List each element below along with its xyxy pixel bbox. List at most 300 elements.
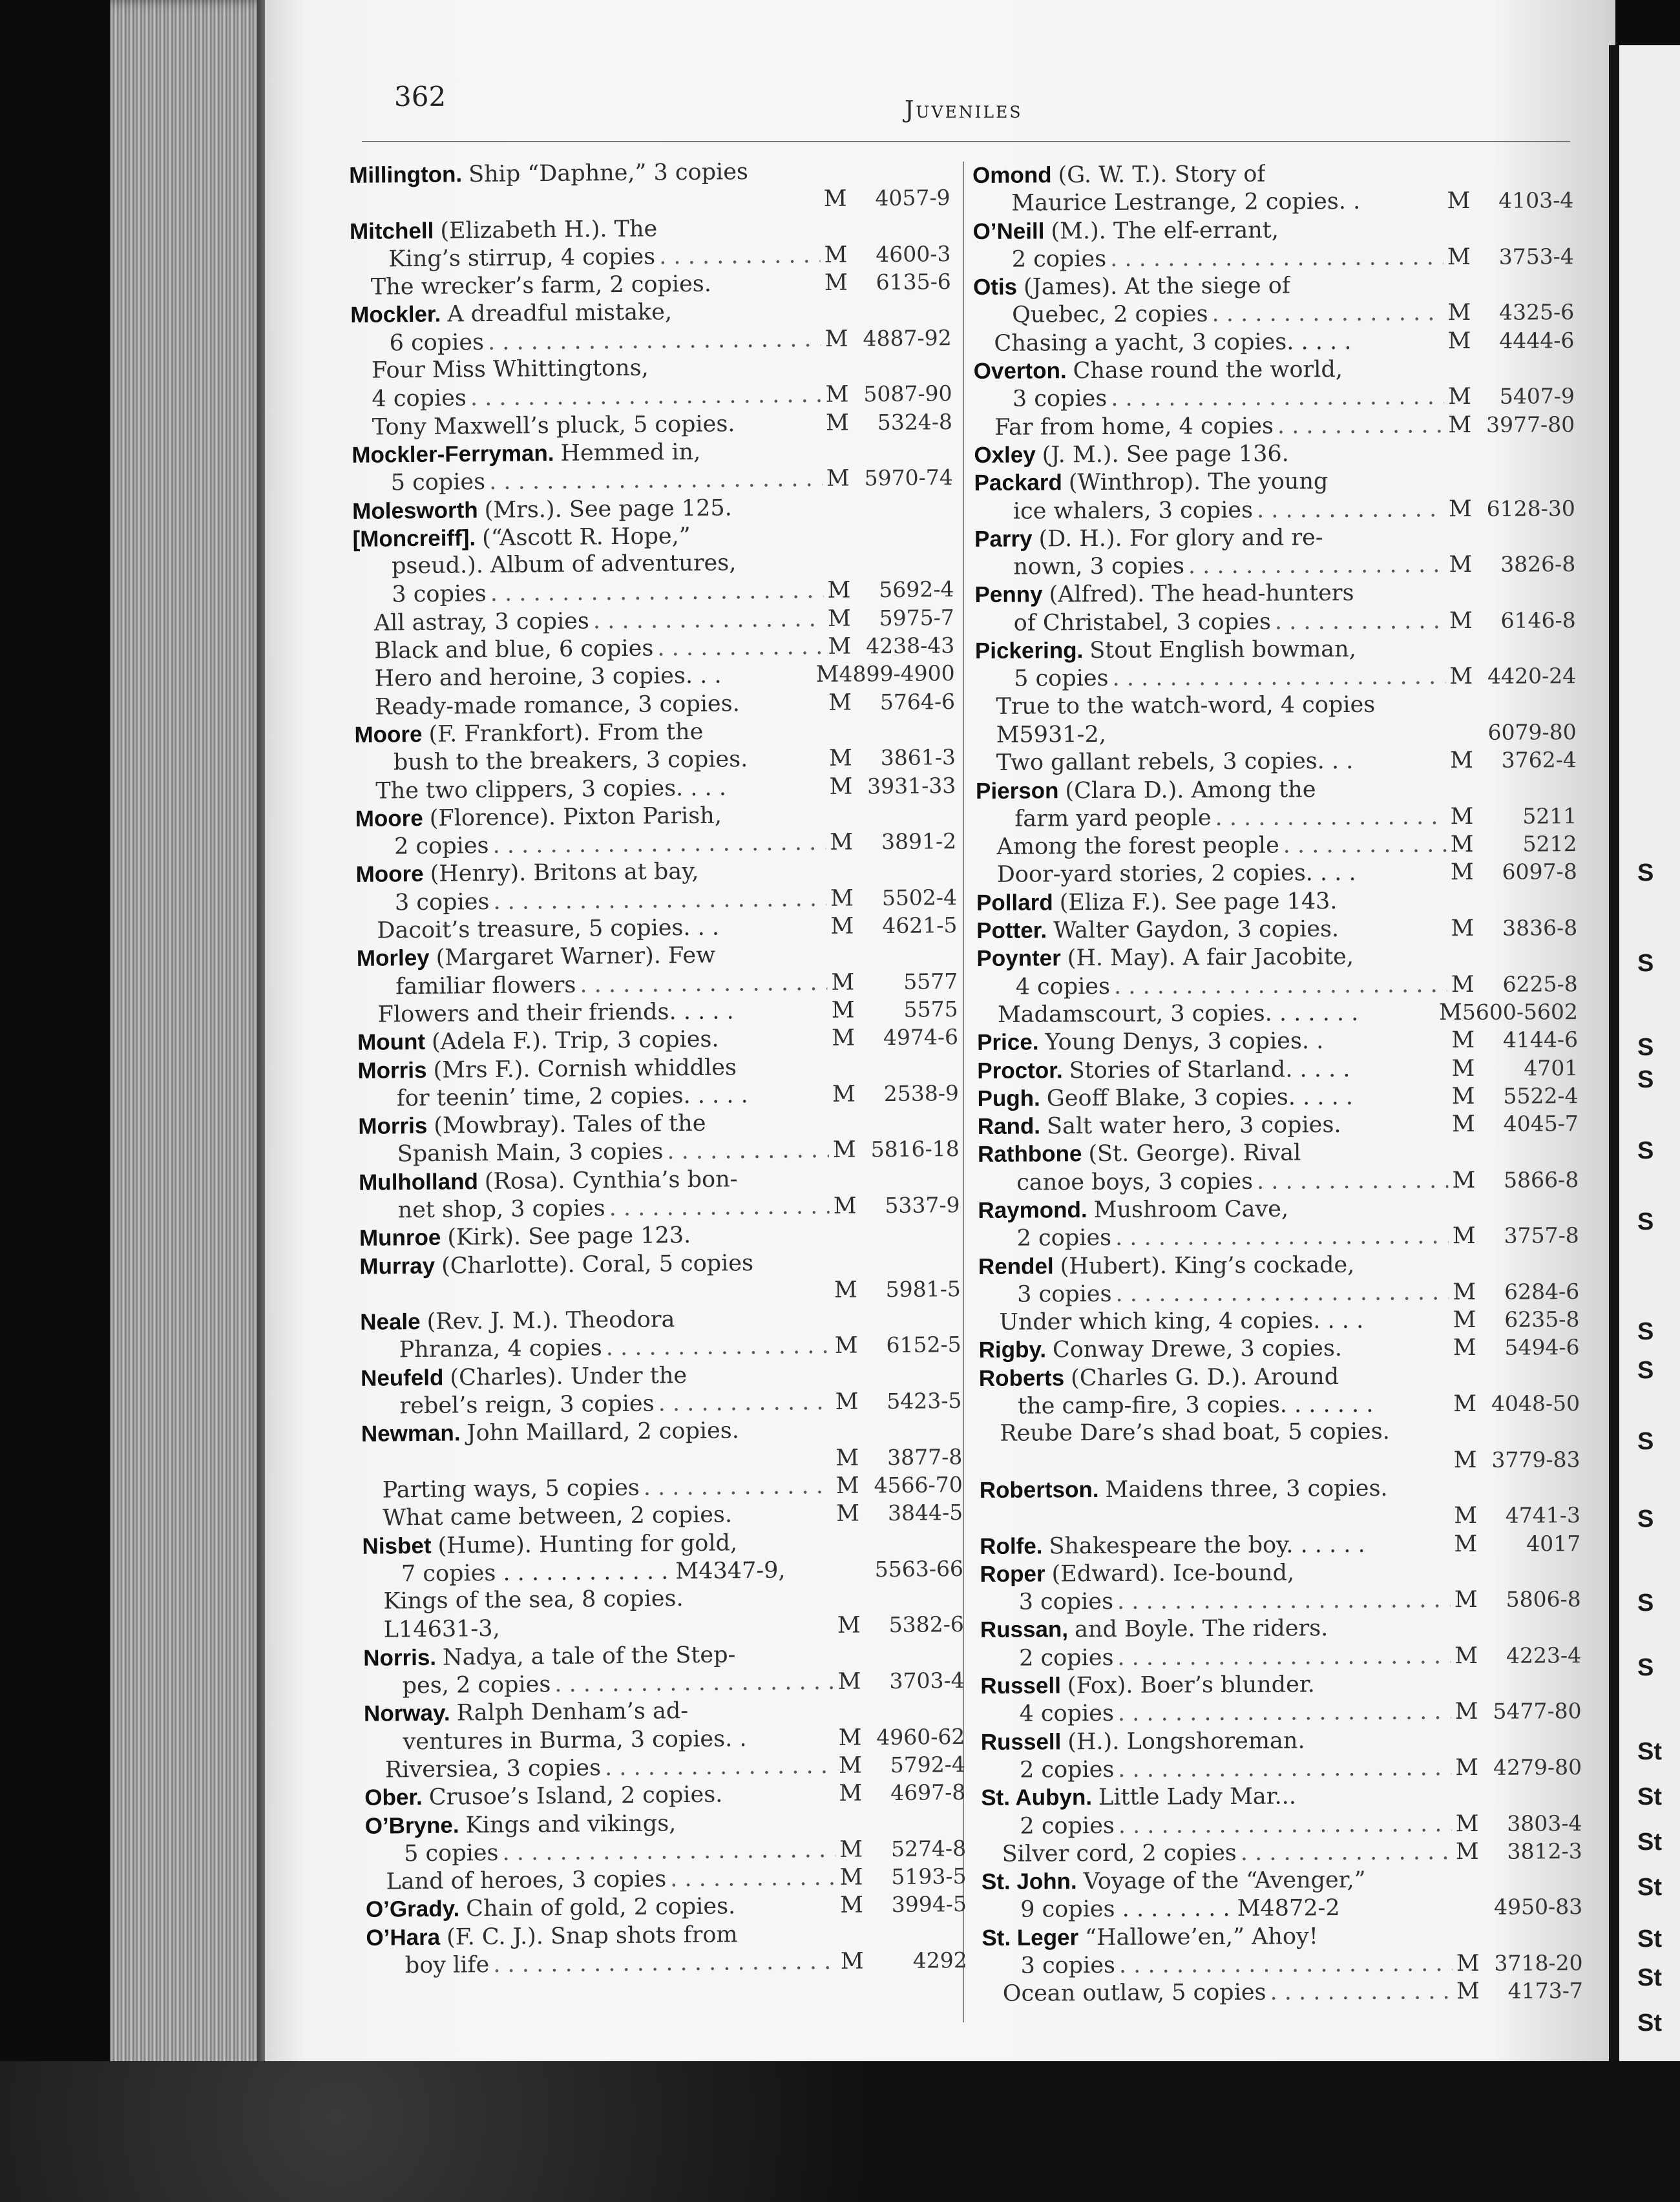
index-entry (350, 212, 951, 274)
entry-text (975, 665, 1109, 693)
entry-line (972, 158, 1573, 189)
dot-leader (1283, 831, 1447, 860)
entry-title: 3 copies (392, 581, 487, 608)
spacer (691, 1241, 857, 1243)
location-mark: M (1454, 1503, 1478, 1529)
entry-line (350, 324, 951, 357)
entry-text (362, 1474, 640, 1505)
location-mark: M (829, 773, 853, 800)
entry-headword: Mount (357, 1029, 426, 1056)
entry-text (351, 385, 467, 414)
entry-line (978, 1193, 1579, 1224)
entry-text (359, 1195, 605, 1225)
call-number-empty (854, 960, 958, 961)
facing-page-letter: S (1637, 1208, 1654, 1235)
entry-title: Silver cord, 2 copies (1002, 1840, 1237, 1867)
location-mark: M (824, 326, 848, 352)
dot-leader (644, 1473, 832, 1502)
entry-text (977, 1054, 1350, 1085)
dot-leader (1111, 384, 1444, 414)
facing-page-letter: St (1637, 1829, 1662, 1856)
entry-headword: Omond (972, 162, 1052, 188)
call-number-empty (856, 1073, 959, 1074)
entry-text (352, 438, 700, 470)
location-mark: M (1451, 1111, 1475, 1138)
entry-text (975, 608, 1271, 638)
entry-headword: Moore (355, 805, 423, 832)
spacer (399, 1297, 834, 1301)
call-number-empty (1476, 1271, 1579, 1272)
entry-line (976, 914, 1577, 945)
spacer (1315, 1691, 1478, 1692)
spacer (737, 1073, 856, 1075)
call-number-empty (856, 1184, 960, 1186)
entry-headword: Robertson. (979, 1476, 1099, 1503)
entry-title: Phranza, 4 copies (399, 1335, 602, 1363)
call-number: 5575 (903, 996, 958, 1022)
index-entry (974, 578, 1575, 637)
spacer (703, 738, 852, 739)
entry-line (359, 1135, 960, 1168)
entry-title: (Hubert). King’s cockade, (1060, 1252, 1355, 1279)
dot-leader (667, 1137, 829, 1166)
entry-line (980, 1669, 1581, 1700)
location-mark: M (1451, 1027, 1475, 1054)
location-mark: M (839, 1864, 863, 1891)
call-number-empty (849, 457, 952, 458)
index-entry (352, 408, 952, 441)
entry-title: Geoff Blake, 3 copies. . . . . (1046, 1084, 1354, 1112)
entry-line (977, 1025, 1578, 1056)
entry-text (362, 1502, 732, 1533)
location-mark: M (834, 1277, 857, 1303)
entry-headword: Mockler-Ferryman. (352, 440, 554, 468)
entry-line (976, 718, 1577, 749)
entry-text (365, 1809, 677, 1841)
entry-line (980, 1641, 1581, 1672)
entry-text (363, 1641, 736, 1673)
entry-line (982, 1977, 1583, 2008)
entry-title: Ready-made romance, 3 copies. (374, 690, 740, 720)
index-entry (362, 1582, 964, 1644)
entry-title: nown, 3 copies (1013, 553, 1185, 580)
entry-title: Nadya, a tale of the Step- (442, 1642, 736, 1671)
entry-text (355, 801, 722, 834)
location-mark: M (1450, 803, 1474, 830)
entry-title: Two gallant rebels, 3 copies. . . (996, 748, 1354, 777)
entry-headword: Proctor. (977, 1057, 1063, 1084)
entry-headword: Mulholland (358, 1168, 479, 1195)
facing-page-sliver (1609, 45, 1680, 2081)
entry-text (353, 580, 487, 609)
entry-text (364, 1725, 746, 1757)
index-entry (357, 1051, 959, 1113)
entry-text (364, 1754, 601, 1785)
entry-line (974, 354, 1575, 385)
call-number-empty (1479, 1886, 1582, 1887)
call-number: 3812-3 (1507, 1838, 1582, 1864)
entry-text (973, 246, 1107, 274)
call-number-empty (861, 1660, 964, 1661)
spacer (706, 1129, 856, 1131)
call-number: 4960-62 (876, 1723, 965, 1750)
spacer (672, 318, 848, 320)
page-number: 362 (394, 81, 446, 112)
entry-text (973, 301, 1208, 330)
spacer (1360, 208, 1447, 209)
facing-page-letter: St (1637, 2009, 1662, 2037)
location-mark: M (1455, 1754, 1479, 1781)
entry-headword: O’Grady. (365, 1896, 460, 1923)
spacer (719, 934, 831, 935)
entry-text (351, 355, 649, 386)
entry-headword: Pugh. (977, 1085, 1040, 1111)
location-mark: M (1447, 188, 1471, 215)
index-entry (361, 1359, 962, 1421)
index-entry (974, 354, 1575, 413)
entry-text (361, 1361, 687, 1393)
entry-title: Among the forest people (996, 832, 1279, 860)
entry-text (350, 271, 711, 302)
entry-title: Black and blue, 6 copies (374, 635, 654, 664)
location-mark: M (837, 1612, 861, 1639)
entry-text (359, 1249, 753, 1281)
dot-leader (1277, 412, 1445, 441)
dot-leader (1114, 971, 1447, 1001)
entry-text (358, 1082, 748, 1113)
entry-text (973, 328, 1351, 358)
entry-title: (Alfred). The head-hunters (1049, 580, 1354, 608)
entry-title: 5 copies (390, 469, 486, 496)
entry-line (982, 1893, 1582, 1924)
entry-line (976, 886, 1577, 917)
call-number: 5975-7 (879, 604, 955, 631)
dot-leader (1118, 1754, 1451, 1784)
index-entry (357, 939, 958, 1001)
location-mark: M (835, 1445, 859, 1471)
dot-leader (593, 605, 824, 636)
location-mark: M (838, 1725, 862, 1751)
spacer (1288, 1215, 1475, 1217)
location-mark: M (1450, 859, 1474, 886)
entry-text (355, 857, 698, 889)
spacer (649, 373, 848, 375)
entry-text (972, 216, 1279, 246)
call-number: 4701 (1524, 1054, 1579, 1081)
call-number: 3826-8 (1500, 551, 1576, 577)
entry-headword: Munroe (359, 1224, 441, 1252)
entry-title: 2 copies (394, 833, 489, 860)
index-entry (976, 858, 1577, 889)
entry-title: L14631-3, (383, 1616, 500, 1644)
entry-text (360, 1305, 675, 1337)
index-entry (359, 1163, 960, 1225)
entry-headword: Oxley (974, 442, 1036, 468)
call-number: 5981-5 (885, 1275, 961, 1302)
entry-line (978, 1138, 1579, 1169)
index-entry (980, 1557, 1580, 1616)
index-entry (358, 1107, 960, 1169)
index-entry (974, 522, 1575, 581)
location-mark: M (1448, 412, 1472, 438)
entry-title: Chase round the world, (1073, 357, 1343, 384)
spacer (1318, 1943, 1480, 1944)
call-number: 5577 (903, 968, 958, 994)
entry-headword: Poynter (976, 945, 1061, 972)
facing-page-letter: S (1637, 1654, 1654, 1681)
entry-line (974, 550, 1575, 581)
entry-line (976, 774, 1577, 805)
call-number: 6225-8 (1502, 970, 1578, 997)
entry-line (981, 1753, 1582, 1784)
index-entry (980, 1473, 1580, 1532)
entry-text (980, 1530, 1365, 1560)
call-number: 5274-8 (890, 1835, 967, 1861)
entry-line (362, 1498, 963, 1532)
facing-page-letter: S (1637, 1428, 1654, 1455)
entry-headword: Molesworth (352, 497, 478, 524)
entry-headword: Mockler. (350, 302, 441, 328)
location-mark: M (1449, 664, 1473, 690)
entry-title: (Elizabeth H.). The (440, 216, 658, 244)
call-number: 3762-4 (1501, 747, 1577, 773)
facing-page-letter: S (1637, 1357, 1654, 1384)
entry-headword: Pollard (976, 890, 1053, 916)
spacer (1373, 1411, 1453, 1412)
location-mark: M (1454, 1642, 1478, 1669)
entry-title: pseud.). Album of adventures, (391, 550, 737, 580)
spacer (1316, 795, 1474, 796)
entry-headword: Neufeld (360, 1365, 444, 1391)
entry-line (979, 1445, 1580, 1476)
entry-title: 3 copies (394, 888, 490, 916)
call-number-empty (850, 541, 954, 542)
entry-line (974, 494, 1575, 525)
spacer (1356, 880, 1451, 881)
entry-title: Door-yard stories, 2 copies. . . . (996, 860, 1356, 888)
call-number: 3757-8 (1504, 1222, 1579, 1248)
entry-text (365, 1840, 499, 1869)
entry-text (981, 1812, 1115, 1840)
entry-title: farm yard people (1014, 804, 1212, 832)
entry-title: 4 copies (372, 385, 467, 413)
entry-title: ventures in Burma, 3 copies. . (403, 1725, 747, 1755)
call-number-empty (1471, 291, 1574, 292)
dot-leader (609, 1193, 830, 1223)
location-mark: M (832, 1025, 856, 1052)
entry-title: Conway Drewe, 3 copies. (1052, 1336, 1343, 1363)
index-entry (979, 1334, 1580, 1365)
entry-title: (Rosa). Cynthia’s bon- (484, 1166, 738, 1195)
call-number-empty (1478, 1746, 1582, 1747)
dot-leader (659, 242, 821, 271)
entry-text (352, 468, 486, 498)
entry-title: (G. W. T.). Story of (1058, 161, 1266, 189)
entry-line (356, 911, 957, 945)
entry-headword: Rolfe. (980, 1533, 1043, 1559)
entry-title: (Charles G. D.). Around (1071, 1363, 1339, 1391)
location-mark: M (1447, 244, 1471, 271)
location-mark: M (1447, 384, 1472, 410)
call-number: 5407-9 (1499, 383, 1575, 410)
location-mark: M (834, 1332, 858, 1359)
location-mark: M (831, 969, 855, 996)
dot-leader (1241, 1838, 1452, 1867)
entry-title: rebel’s reign, 3 copies (399, 1390, 655, 1420)
call-number: 5563-66 (874, 1555, 964, 1582)
call-number: 5692-4 (879, 576, 954, 603)
entry-text (974, 467, 1328, 498)
spacer (748, 178, 846, 179)
entry-title: “Hallowe’en,” Ahoy! (1085, 1923, 1318, 1951)
entry-text (976, 748, 1354, 777)
call-number-empty (860, 1548, 963, 1549)
entry-title: (Clara D.). Among the (1065, 776, 1316, 804)
entry-headword: Norway. (363, 1700, 450, 1727)
entry-text (359, 1165, 738, 1197)
entry-text (979, 1334, 1343, 1365)
spacer (388, 206, 824, 210)
spacer (687, 1381, 858, 1383)
index-entry (981, 1781, 1582, 1840)
entry-headword: Price. (977, 1029, 1039, 1056)
call-number: 4621-5 (882, 912, 958, 939)
call-number-empty (863, 1940, 967, 1941)
call-number-empty (850, 568, 954, 569)
spacer (500, 1633, 837, 1636)
location-mark: M (840, 1948, 864, 1975)
facing-page-letter: St (1637, 1783, 1662, 1810)
entry-text (975, 635, 1356, 666)
location-mark: M (825, 410, 850, 436)
call-number: 6235-8 (1504, 1306, 1580, 1332)
spacer (1305, 1747, 1478, 1748)
entry-text (351, 329, 485, 358)
entry-text (350, 299, 672, 330)
dot-leader (670, 1864, 836, 1894)
entry-headword: Rathbone (977, 1141, 1082, 1168)
entry-line (978, 1250, 1579, 1281)
entry-title: Kings of the sea, 8 copies. (383, 1586, 684, 1615)
location-mark: M (830, 829, 854, 856)
facing-page-letter: S (1637, 859, 1654, 886)
entry-text (364, 1697, 688, 1728)
dot-leader (554, 1668, 834, 1699)
entry-title: Hero and heroine, 3 copies. . . (374, 662, 722, 692)
entry-text (362, 1557, 786, 1589)
entry-headword: Parry (974, 526, 1033, 552)
call-number: 4974-6 (883, 1024, 959, 1051)
location-mark: M (832, 1081, 856, 1107)
location-mark: M (839, 1892, 864, 1919)
entry-title: familiar flowers (395, 972, 576, 1000)
spacer (735, 430, 826, 431)
call-number: 6128-30 (1486, 495, 1575, 521)
call-number: 4741-3 (1505, 1502, 1581, 1528)
index-entry (976, 774, 1577, 833)
entry-title: (St. George). Rival (1088, 1140, 1301, 1168)
entry-text (980, 1474, 1388, 1505)
location-mark: M (1447, 300, 1471, 326)
index-entry (350, 296, 952, 358)
entry-line (352, 463, 953, 497)
location-mark: M (823, 185, 847, 213)
entry-line (355, 827, 956, 861)
facing-page-letter: S (1637, 1137, 1654, 1164)
entry-text (361, 1390, 655, 1421)
entry-line (363, 1610, 964, 1644)
spacer (722, 1801, 839, 1802)
location-mark: M (827, 605, 852, 632)
dot-leader (1115, 1222, 1449, 1252)
index-entry (352, 519, 954, 609)
spacer (735, 1913, 840, 1914)
entry-line (976, 746, 1577, 777)
entry-headword: Moore (354, 721, 423, 748)
entry-line (977, 970, 1578, 1001)
index-entry (362, 1527, 963, 1589)
index-entry (352, 435, 953, 498)
location-mark: M (835, 1473, 859, 1499)
facing-page-letter: S (1637, 1034, 1654, 1061)
entry-title: Flowers and their friends. . . . . (377, 998, 734, 1028)
call-number: 3803-4 (1507, 1810, 1582, 1836)
spacer (1390, 1438, 1477, 1439)
call-number-empty (846, 177, 950, 178)
entry-line (973, 326, 1574, 357)
entry-text (977, 973, 1111, 1001)
entry-headword: Potter. (976, 918, 1047, 943)
call-number-empty (1472, 543, 1575, 544)
call-number-empty (1477, 1494, 1580, 1495)
entry-title: Stories of Starland. . . . . (1069, 1056, 1350, 1084)
spacer (1352, 348, 1448, 349)
entry-text (356, 888, 490, 918)
entry-headword: St. John. (981, 1869, 1077, 1895)
dot-leader (489, 465, 823, 496)
entry-text (976, 859, 1356, 889)
entry-text (356, 914, 719, 946)
call-number: 5423-5 (887, 1388, 962, 1414)
call-number-empty (1471, 375, 1575, 376)
entry-title: The wrecker’s farm, 2 copies. (370, 271, 712, 300)
entry-line (978, 1221, 1579, 1252)
dot-leader (1257, 496, 1445, 525)
entry-line (973, 299, 1574, 330)
entry-title: (Hume). Hunting for gold, (437, 1529, 738, 1559)
index-entry (975, 634, 1576, 693)
dot-leader (1118, 1810, 1452, 1840)
entry-line (364, 1778, 965, 1812)
call-number-empty (857, 1268, 960, 1270)
location-mark: M (838, 1752, 863, 1779)
call-number: 4566-70 (874, 1471, 963, 1498)
call-number: 4420-24 (1487, 663, 1577, 689)
entry-title: Walter Gaydon, 3 copies. (1053, 916, 1339, 944)
spacer (737, 1549, 859, 1550)
entry-text (974, 496, 1253, 526)
entry-headword: Roper (980, 1561, 1045, 1587)
entry-line (976, 802, 1577, 833)
call-number-empty (852, 737, 956, 738)
call-number: 4238-43 (865, 633, 955, 659)
call-number: 4279-80 (1493, 1754, 1582, 1780)
index-entry (980, 1669, 1581, 1728)
index-entry (982, 1921, 1582, 1980)
index-entry (360, 1303, 961, 1365)
call-number-empty (1473, 795, 1577, 796)
call-number-empty (863, 1827, 966, 1829)
